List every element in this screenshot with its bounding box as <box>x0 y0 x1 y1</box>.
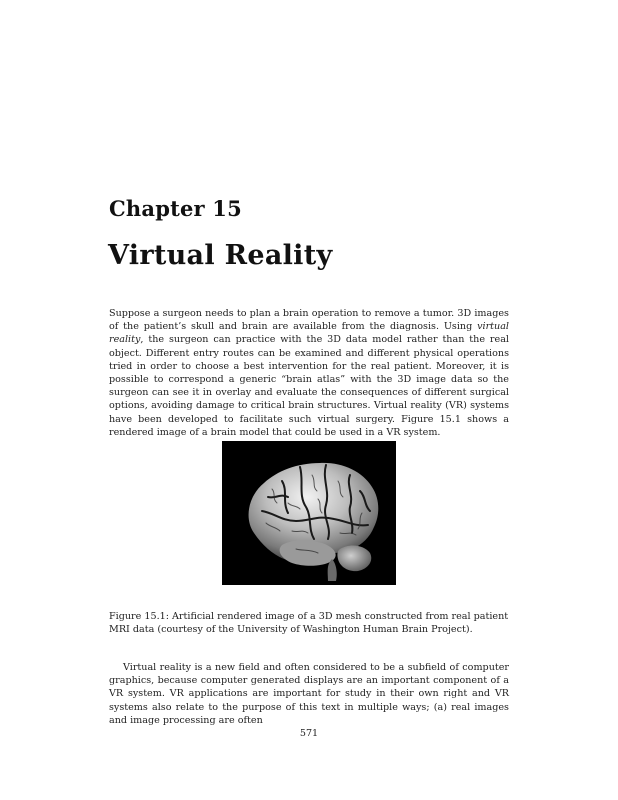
brain-render-image <box>222 441 396 585</box>
body-paragraph: Virtual reality is a new field and often considered to be a subfield of computer graphics, because computer generated displays are an important component of a VR system. VR applications are important for study in their own right and VR systems also relate to the purpose of this text in multiple ways; (a) real images and image processing are often <box>109 662 509 726</box>
page-number: 571 <box>299 728 319 739</box>
figure-caption: Figure 15.1: Artificial rendered image of a 3D mesh constructed from real patient MRI data (courtesy of the University of Washington Human Brain Project). <box>109 611 509 636</box>
intro-text-end: , the surgeon can practice with the 3D data model rather than the real object. Different entry routes can be examined and different physical operations tried in order to choose a best intervention for the real patient. Moreover, it is possible to correspond a generic “brain atlas” with the 3D image data so the surgeon can see it in overlay and evaluate the consequences of different surgical options, avoiding damage to critical brain structures. Virtual reality (VR) systems have been developed to facilitate such virtual surgery. Figure 15.1 shows a rendered image of a brain model that could be used in a VR system. <box>109 334 509 438</box>
chapter-label: Chapter 15 <box>109 196 242 221</box>
chapter-title: Virtual Reality <box>108 240 333 271</box>
intro-paragraph <box>109 307 509 439</box>
intro-italic-term: virtual reality <box>109 321 509 346</box>
brain-render-figure <box>222 441 396 585</box>
intro-text-start: Suppose a surgeon needs to plan a brain operation to remove a tumor. 3D images of the patient’s skull and brain are available from the diagnosis. Using <box>109 308 509 333</box>
